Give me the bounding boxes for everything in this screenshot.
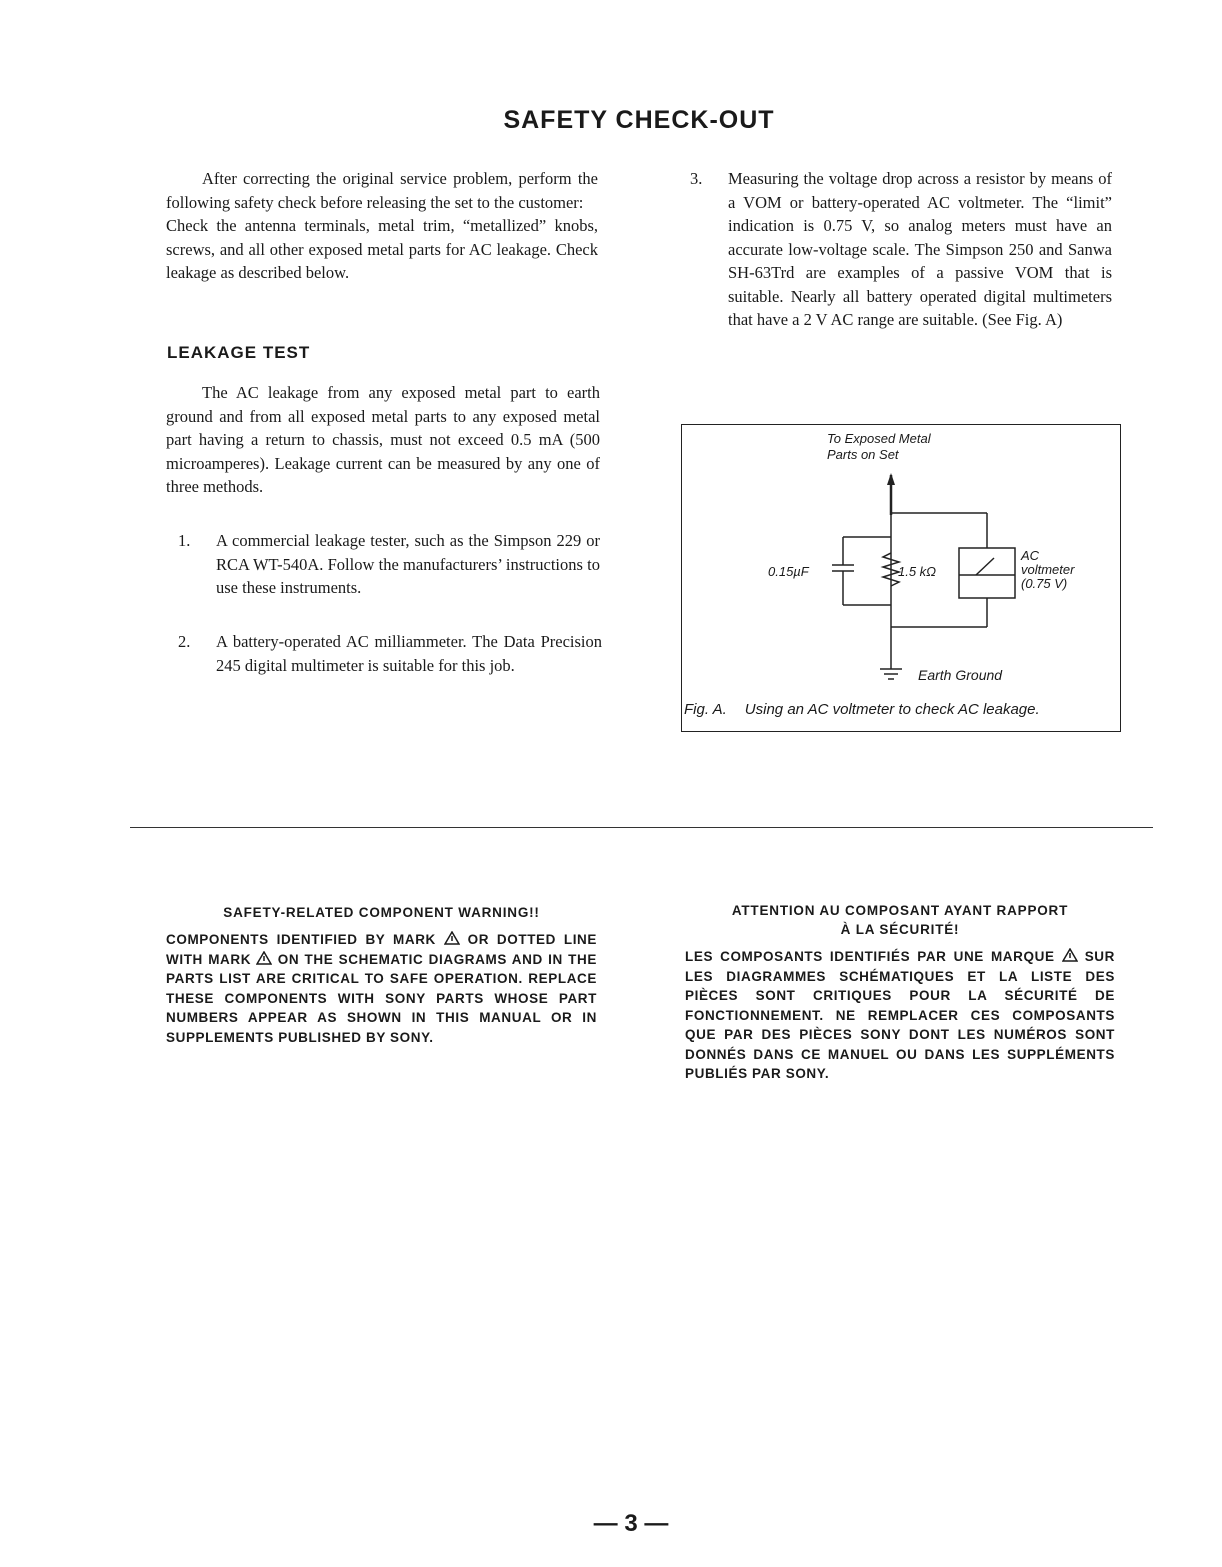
warning-text: COMPONENTS IDENTIFIED BY MARK OR DOTTED LINE WITH MARK ON THE SCHEMATIC DIAGRAMS AND IN THE PARTS LIST ARE CRITICAL TO SAFE OPERATION. REPLACE THESE COMPONENTS WITH SONY PARTS WHOSE PART NUMBERS APPEAR AS SHOWN IN THIS MANUAL OR IN SUPPLEMENTS PUBLISHED BY SONY. [166,932,598,1045]
method-text: A battery-operated AC milliammeter. The Data Precision 245 digital multimeter is suitable for this job. [216,632,602,675]
warning-text-fr: LES COMPOSANTS IDENTIFIÉS PAR UNE MARQUE SUR LES DIAGRAMMES SCHÉMATIQUES ET LA LISTE DES PIÈCES SONT CRITIQUES POUR LA SÉCURITÉ DE FONCTIONNEMENT. NE REMPLACER CES COMPOSANTS QUE PAR DES PIÈCES SONY DONT LES NUMÉROS SONT DONNÉS DANS CE MANUEL OU DANS LES SUPPLÉMENTS PUBLIÉS PAR SONY. [685,949,1115,1081]
warning-triangle-icon [256,951,272,965]
resistor-label: 1.5 kΩ [898,564,937,579]
warning-heading-fr: ATTENTION AU COMPOSANT AYANT RAPPORT À LA SÉCURITÉ! [731,903,1069,937]
earth-ground-label: Earth Ground [918,667,1003,683]
probe-label: To Exposed Metal Parts on Set [827,431,931,462]
capacitor-label: 0.15µF [768,564,809,579]
section-divider [130,827,1153,828]
figure-caption [684,701,1040,718]
safety-warning-french [685,901,1115,1084]
figure-number: Fig. A. [684,701,727,718]
safety-warning-english [166,903,597,1047]
leakage-paragraph [166,381,600,499]
intro-paragraph: After correcting the original service problem, perform the following safety check before releasing the set to the customer: [166,169,598,212]
method-number: 2. [178,632,191,651]
voltmeter-box [959,548,1015,598]
leakage-text: The AC leakage from any exposed metal part to earth ground and from all exposed metal parts to any exposed metal part having a return to chassis, must not exceed 0.5 mA (500 microamperes). Leakage current can be measured by any one of three methods. [166,383,600,496]
warning-triangle-icon [444,931,460,945]
meter-needle [976,558,994,575]
warning-heading: SAFETY-RELATED COMPONENT WARNING!! [223,905,540,920]
method-number: 3. [690,169,703,188]
voltmeter-label: AC voltmeter (0.75 V) [1021,548,1075,591]
method-text: Measuring the voltage drop across a resistor by means of a VOM or battery-operated AC voltmeter. The “limit” indication is 0.75 V, so analog meters must have an accurate low-voltage scale. The Simpson 250 and Sanwa SH-63Trd are examples of a passive VOM that is suitable. Nearly all battery operated digital multimeters that have a 2 V AC range are suitable. (See Fig. A) [728,169,1112,329]
method-number: 1. [178,531,191,550]
intro-paragraph-2: Check the antenna terminals, metal trim, “metallized” knobs, screws, and all other exposed metal parts for AC leakage. Check leakage as described below. [166,216,598,282]
probe-arrow [887,473,895,485]
warning-triangle-icon [1062,948,1078,962]
method-text: A commercial leakage tester, such as the Simpson 229 or RCA WT-540A. Follow the manufacturers’ instructions to use these instruments. [216,531,600,597]
page-number: — 3 — [593,1510,669,1537]
caption-text: Using an AC voltmeter to check AC leakage. [744,701,1040,718]
intro-section [166,167,598,285]
figure-a-diagram [681,424,1121,732]
leakage-test-heading: LEAKAGE TEST [167,343,311,362]
page-title: SAFETY CHECK-OUT [503,106,775,134]
